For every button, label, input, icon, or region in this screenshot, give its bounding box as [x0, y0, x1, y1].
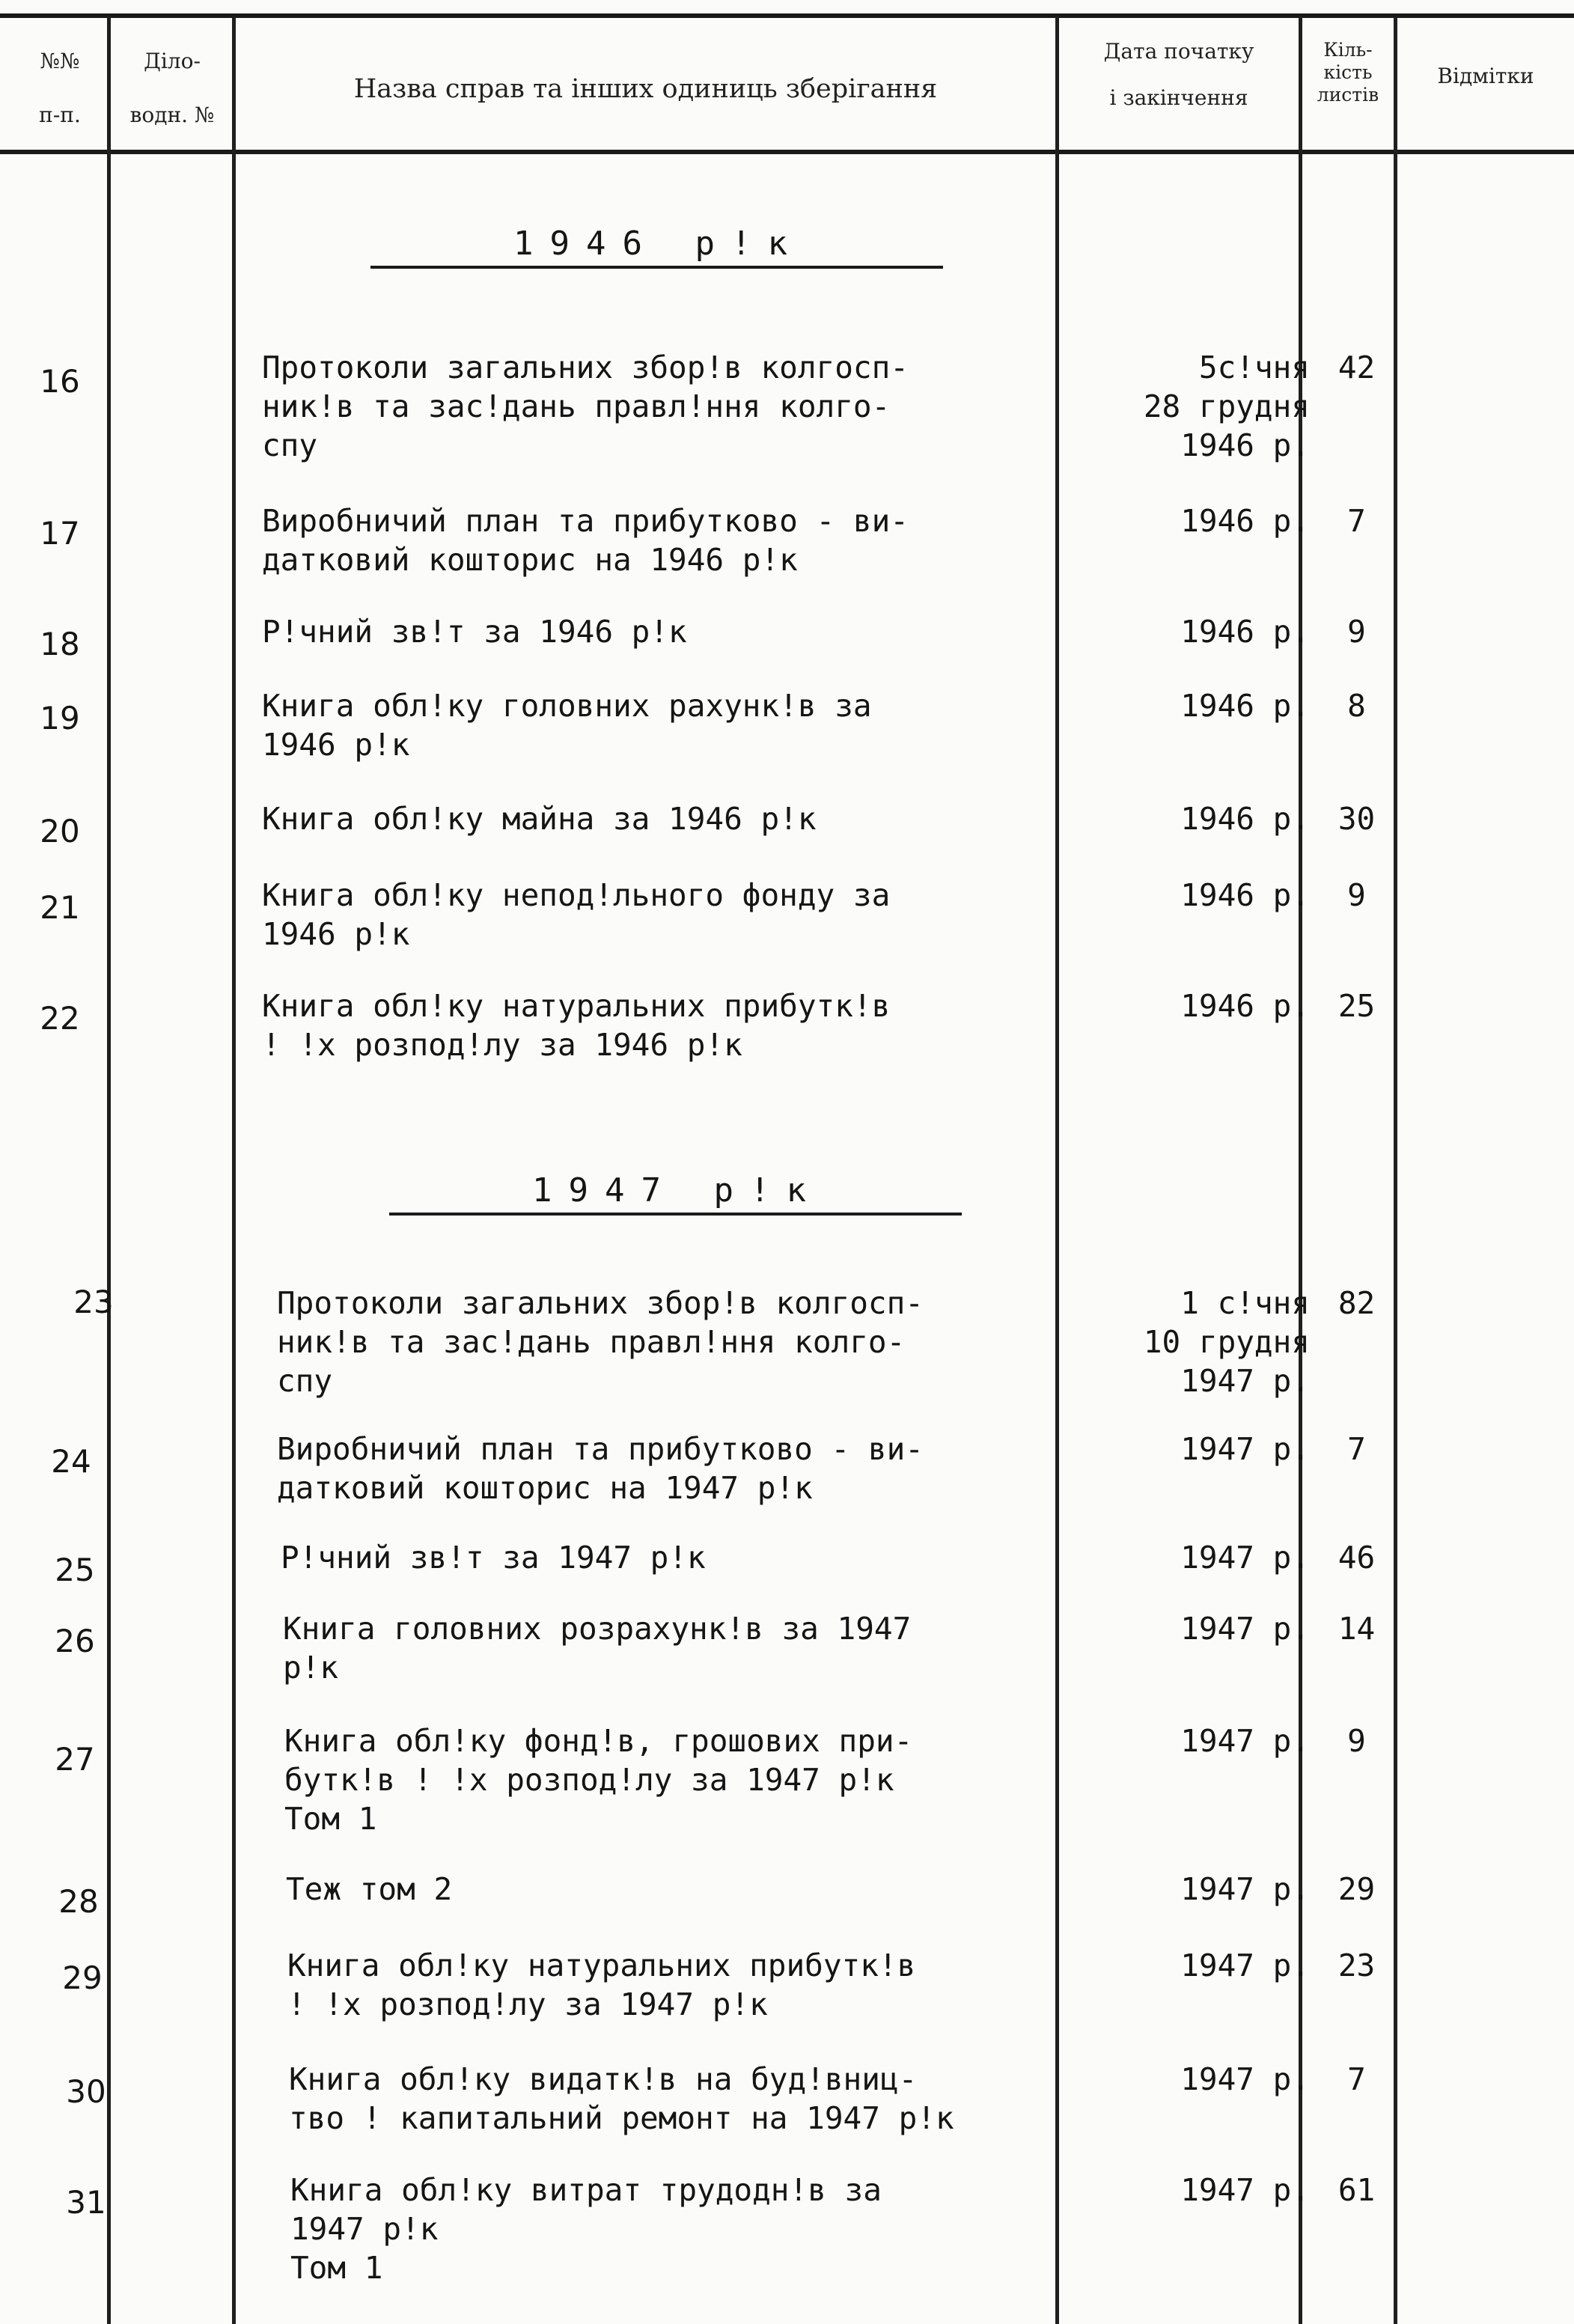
- header-notes: Відмітки: [1437, 64, 1534, 88]
- item-sheets: 30: [1337, 801, 1376, 837]
- item-date: 1947 р.: [1180, 1871, 1310, 1907]
- item-sheets: 9: [1347, 614, 1366, 650]
- item-date: 1 с!чня 10 грудня 1947 р.: [1143, 1285, 1310, 1399]
- item-date: 1946 р.: [1180, 614, 1310, 650]
- item-sheets: 8: [1347, 688, 1366, 724]
- item-title: Книга обл!ку видатк!в на буд!вниц- тво ! капитальний ремонт на 1947 р!к: [289, 2061, 954, 2136]
- item-date: 1946 р.: [1180, 988, 1310, 1024]
- header-num: [15, 49, 105, 128]
- header-office: [112, 49, 232, 128]
- item-number: 20: [40, 813, 80, 850]
- item-date: 1947 р.: [1180, 1431, 1310, 1467]
- item-title: Книга обл!ку майна за 1946 р!к: [262, 801, 817, 837]
- item-number: 16: [40, 363, 80, 400]
- header-num-line1: №№: [40, 49, 80, 73]
- year-heading-1947: 1947 р!к: [532, 1171, 823, 1210]
- item-title: Виробничий план та прибутково - ви- датковий кошторис на 1947 р!к: [277, 1431, 924, 1506]
- header-sheets: [1302, 39, 1394, 106]
- item-title: Книга обл!ку натуральних прибутк!в ! !х розпод!лу за 1946 р!к: [262, 988, 891, 1063]
- header-num-line2: п-п.: [39, 103, 81, 127]
- item-number: 25: [55, 1552, 95, 1588]
- item-number: 29: [62, 1959, 103, 1996]
- item-number: 17: [40, 515, 80, 552]
- item-number: 27: [55, 1741, 95, 1778]
- header-bottom-border: [0, 150, 1574, 154]
- item-number: 21: [40, 889, 80, 926]
- item-title: Книга обл!ку витрат трудодн!в за 1947 р!к Том 1: [290, 2172, 882, 2286]
- item-sheets: 7: [1347, 2061, 1366, 2097]
- item-sheets: 61: [1337, 2172, 1376, 2208]
- item-sheets: 14: [1337, 1611, 1376, 1647]
- item-date: 1946 р.: [1180, 801, 1310, 837]
- item-sheets: 25: [1337, 988, 1376, 1024]
- item-number: 22: [40, 1000, 80, 1037]
- item-date: 1947 р.: [1180, 2172, 1310, 2208]
- item-sheets: 7: [1347, 503, 1366, 539]
- header-office-line1: Діло-: [144, 49, 201, 73]
- item-number: 28: [58, 1883, 99, 1920]
- item-number: 31: [66, 2184, 106, 2221]
- item-title: Книга обл!ку фонд!в, грошових при- бутк!в ! !х розпод!лу за 1947 р!к Том 1: [284, 1723, 913, 1837]
- item-date: 1947 р.: [1180, 1611, 1310, 1647]
- header-sheets-line3: листів: [1317, 84, 1379, 106]
- item-title: Книга обл!ку головних рахунк!в за 1946 р!к: [262, 688, 872, 763]
- item-number: 30: [66, 2073, 106, 2110]
- year-underline-1946: [370, 266, 943, 269]
- item-date: 1947 р.: [1180, 2061, 1310, 2097]
- item-title: Книга обл!ку непод!льного фонду за 1946 р!к: [262, 877, 891, 952]
- item-sheets: 23: [1337, 1948, 1376, 1983]
- header-date-line1: Дата початку: [1103, 39, 1254, 64]
- item-sheets: 9: [1347, 1723, 1366, 1759]
- item-date: 1947 р.: [1180, 1948, 1310, 1983]
- item-title: Теж том 2: [286, 1871, 453, 1907]
- header-date-line2: і закінчення: [1109, 85, 1248, 110]
- item-date: 1946 р.: [1180, 688, 1310, 724]
- item-sheets: 42: [1337, 350, 1376, 385]
- item-sheets: 9: [1347, 877, 1366, 913]
- item-sheets: 7: [1347, 1431, 1366, 1467]
- item-number: 18: [40, 626, 80, 662]
- item-number: 19: [40, 700, 80, 736]
- item-title: Протоколи загальних збор!в колгосп- ник!в та зас!дань правл!ння колго- спу: [262, 350, 909, 463]
- item-date: 1946 р.: [1180, 503, 1310, 539]
- item-title: Р!чний зв!т за 1947 р!к: [281, 1540, 706, 1576]
- item-title: Протоколи загальних збор!в колгосп- ник!в та зас!дань правл!ння колго- спу: [277, 1285, 924, 1399]
- item-title: Книга обл!ку натуральних прибутк!в ! !х розпод!лу за 1947 р!к: [287, 1948, 916, 2022]
- header-date: [1059, 39, 1299, 111]
- item-title: Р!чний зв!т за 1946 р!к: [262, 614, 687, 650]
- header-office-line2: водн. №: [129, 103, 215, 127]
- item-sheets: 82: [1337, 1285, 1376, 1321]
- item-date: 1947 р.: [1180, 1540, 1310, 1576]
- item-number: 26: [55, 1623, 95, 1659]
- year-underline-1947: [389, 1213, 962, 1216]
- year-heading-1946: 1946 р!к: [513, 225, 804, 263]
- item-title: Книга головних розрахунк!в за 1947 р!к: [283, 1611, 912, 1686]
- item-date: 1947 р.: [1180, 1723, 1310, 1759]
- column-divider-2: [232, 16, 236, 2324]
- header-title: Назва справ та інших одиниць зберігання: [353, 74, 938, 104]
- item-title: Виробничий план та прибутково - ви- датковий кошторис на 1946 р!к: [262, 503, 909, 578]
- item-sheets: 29: [1337, 1871, 1376, 1907]
- item-sheets: 46: [1337, 1540, 1376, 1576]
- header-top-border: [0, 13, 1574, 18]
- item-number: 23: [73, 1284, 114, 1320]
- item-date: 5с!чня 28 грудня 1946 р.: [1143, 350, 1310, 463]
- header-sheets-line1: Кіль-: [1323, 39, 1373, 61]
- header-sheets-line2: кість: [1323, 61, 1373, 83]
- item-date: 1946 р.: [1180, 877, 1310, 913]
- item-number: 24: [51, 1443, 91, 1480]
